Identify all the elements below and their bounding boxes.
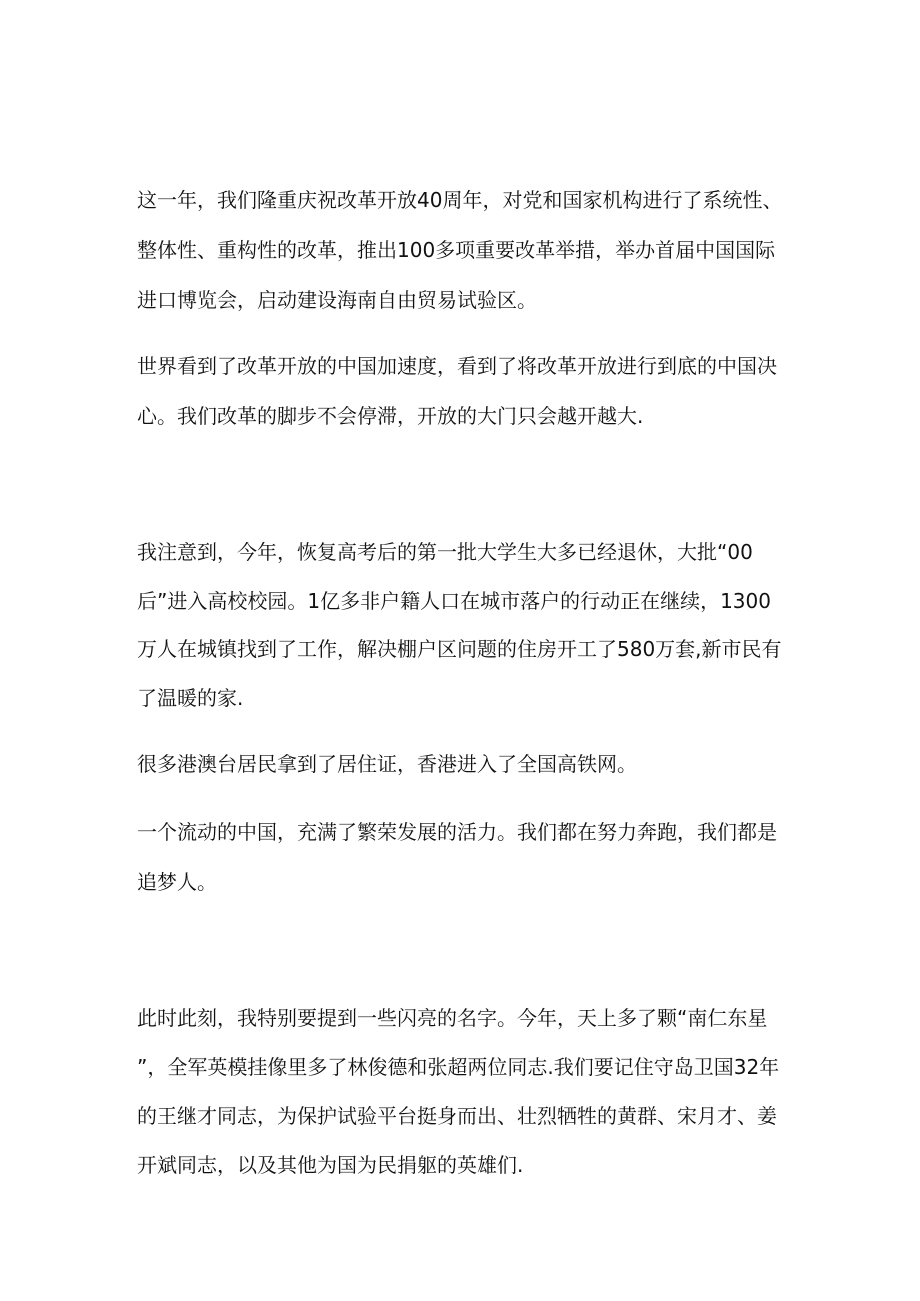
paragraph-2-line-1: 世界看到了改革开放的中国加速度，看到了将改革开放进行到底的中国决 — [137, 354, 777, 378]
paragraph-1-line-3: 进口博览会，启动建设海南自由贸易试验区。 — [137, 288, 537, 312]
paragraph-6-line-1: 此时此刻，我特别要提到一些闪亮的名字。今年，天上多了颗“南仁东星 — [137, 1006, 768, 1030]
paragraph-4-line-1: 很多港澳台居民拿到了居住证，香港进入了全国高铁网。 — [137, 752, 637, 776]
paragraph-1-line-2: 整体性、重构性的改革，推出100多项重要改革举措，举办首届中国国际 — [137, 238, 776, 262]
paragraph-5-line-2: 追梦人。 — [137, 870, 217, 894]
paragraph-3-line-4: 了温暖的家. — [137, 686, 244, 710]
paragraph-6-line-4: 开斌同志，以及其他为国为民捐躯的英雄们. — [137, 1153, 524, 1177]
paragraph-1-line-1: 这一年，我们隆重庆祝改革开放40周年，对党和国家机构进行了系统性、 — [137, 188, 783, 212]
paragraph-6-line-2: ”，全军英模挂像里多了林俊德和张超两位同志.我们要记住守岛卫国32年 — [137, 1055, 780, 1079]
paragraph-3-line-2: 后”进入高校校园。1亿多非户籍人口在城市落户的行动正在继续，1300 — [137, 589, 771, 613]
paragraph-6-line-3: 的王继才同志，为保护试验平台挺身而出、壮烈牺牲的黄群、宋月才、姜 — [137, 1104, 777, 1128]
paragraph-5-line-1: 一个流动的中国，充满了繁荣发展的活力。我们都在努力奔跑，我们都是 — [137, 820, 777, 844]
paragraph-3-line-1: 我注意到，今年，恢复高考后的第一批大学生大多已经退休，大批“00 — [137, 540, 753, 564]
paragraph-2-line-2: 心。我们改革的脚步不会停滞，开放的大门只会越开越大. — [137, 404, 644, 428]
paragraph-3-line-3: 万人在城镇找到了工作，解决棚户区问题的住房开工了580万套,新市民有 — [137, 637, 782, 661]
